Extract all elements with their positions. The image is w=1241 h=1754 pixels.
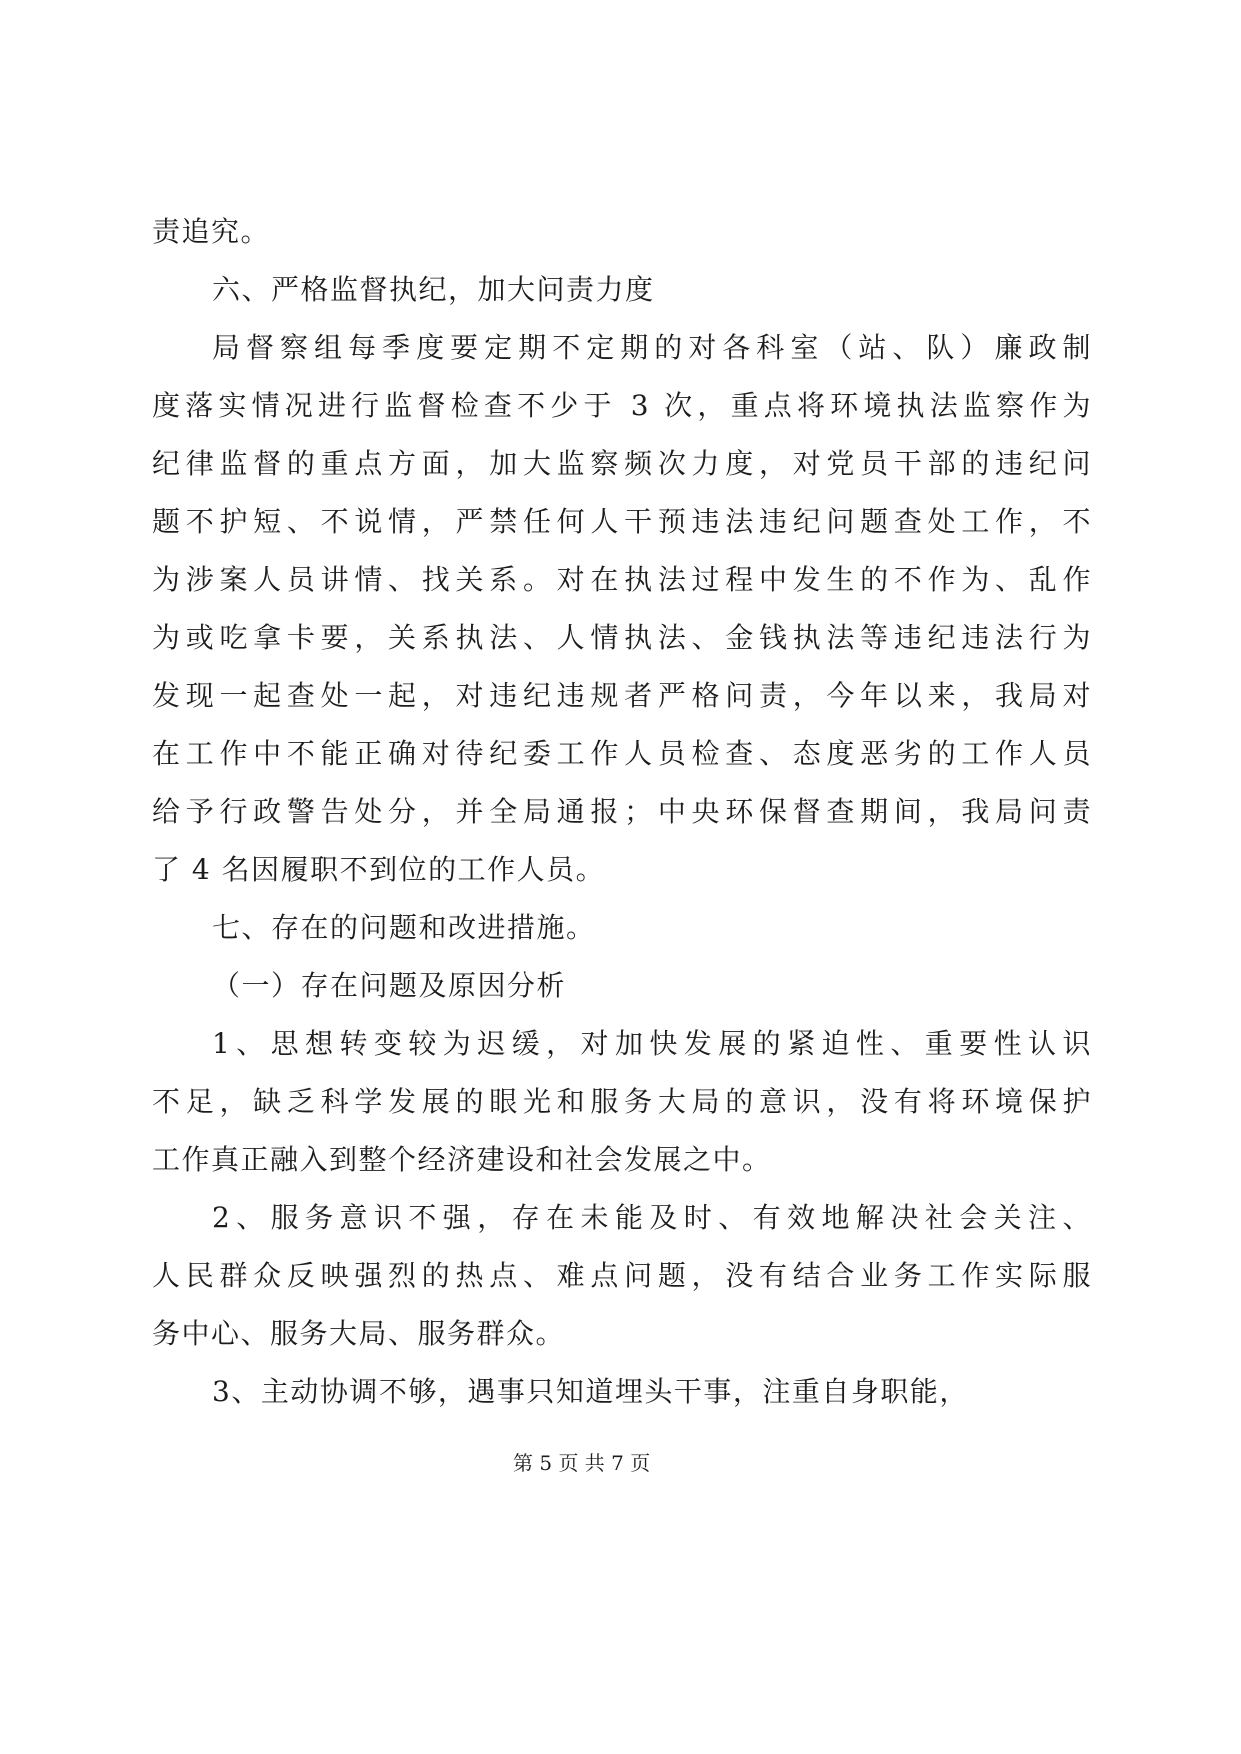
text-line: 人民群众反映强烈的热点、难点问题，没有结合业务工作实际服: [152, 1259, 1092, 1292]
text-line: 了 4 名因履职不到位的工作人员。: [152, 853, 606, 886]
text-line: 在工作中不能正确对待纪委工作人员检查、态度恶劣的工作人员: [152, 737, 1092, 770]
text-line: 度落实情况进行监督检查不少于 3 次，重点将环境执法监察作为: [152, 389, 1092, 422]
text-line: 务中心、服务大局、服务群众。: [152, 1317, 566, 1350]
text-line: 为涉案人员讲情、找关系。对在执法过程中发生的不作为、乱作: [152, 563, 1092, 596]
text-line: 纪律监督的重点方面，加大监察频次力度，对党员干部的违纪问: [152, 447, 1092, 480]
text-line: 题不护短、不说情，严禁任何人干预违法违纪问题查处工作，不: [152, 505, 1092, 538]
text-line: 工作真正融入到整个经济建设和社会发展之中。: [152, 1143, 772, 1176]
section-heading: 七、存在的问题和改进措施。: [212, 911, 596, 944]
text-line: 为或吃拿卡要，关系执法、人情执法、金钱执法等违纪违法行为: [152, 621, 1092, 654]
section-heading: 六、严格监督执纪，加大问责力度: [212, 273, 655, 306]
text-line: 1、思想转变较为迟缓，对加快发展的紧迫性、重要性认识: [212, 1027, 1092, 1060]
subsection-heading: （一）存在问题及原因分析: [212, 969, 567, 1002]
text-line: 发现一起查处一起，对违纪违规者严格问责，今年以来，我局对: [152, 679, 1092, 712]
text-line: 2、服务意识不强，存在未能及时、有效地解决社会关注、: [212, 1201, 1092, 1234]
page-footer: 第 5 页 共 7 页: [513, 1451, 651, 1475]
text-line: 局督察组每季度要定期不定期的对各科室（站、队）廉政制: [212, 331, 1092, 364]
text-line: 责追究。: [152, 215, 271, 248]
text-line: 给予行政警告处分，并全局通报；中央环保督查期间，我局问责: [152, 795, 1092, 828]
document-body: [152, 203, 1092, 1421]
text-line: 3、主动协调不够，遇事只知道埋头干事，注重自身职能，: [212, 1375, 969, 1408]
text-line: 不足，缺乏科学发展的眼光和服务大局的意识，没有将环境保护: [152, 1085, 1092, 1118]
